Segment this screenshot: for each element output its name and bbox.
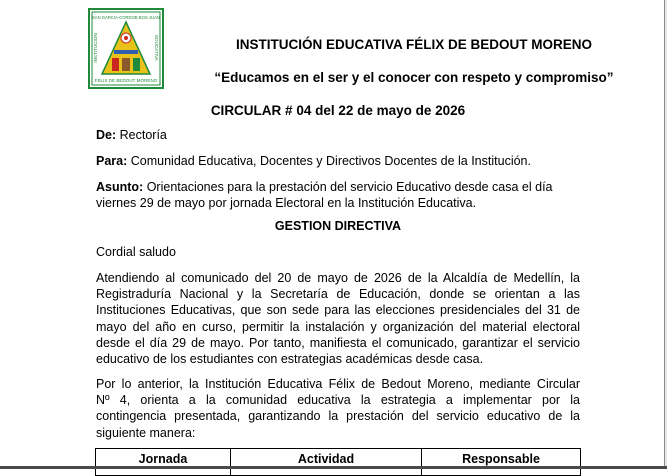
column-header-responsable: Responsable xyxy=(422,449,581,476)
institution-name: INSTITUCIÓN EDUCATIVA FÉLIX DE BEDOUT MORENO xyxy=(235,37,592,52)
logo-bottom-text: FÉLIX DE BEDOUT MORENO xyxy=(94,78,158,83)
paragraph-1-line: Registraduría Nacional y la Secretaría de Educación, donde se orientan a las xyxy=(96,287,580,302)
logo-top-text: SAN GARCIA-CORDOB BOS-JUAN xyxy=(92,15,160,20)
paragraph-1-line: Instituciones Educativas, que son sede para las elecciones presidenciales del 31 de xyxy=(96,303,580,318)
paragraph-2-line: contingencia presentada, garantizando la prestación del servicio educativo de la xyxy=(96,409,580,424)
schedule-table xyxy=(95,448,581,476)
paragraph-2 xyxy=(96,376,580,441)
school-crest-logo xyxy=(88,8,164,89)
to-value: Comunidad Educativa, Docentes y Directivos Docentes de la Institución. xyxy=(130,154,531,168)
subject-value-1: Orientaciones para la prestación del servicio Educativo desde casa el día xyxy=(146,180,553,194)
circular-title: CIRCULAR # 04 del 22 de mayo de 2026 xyxy=(210,103,466,118)
to-label: Para: xyxy=(96,154,128,168)
paragraph-1-line: desde el día 29 de mayo. Por tanto, manifiesta el comunicado, garantizar el servicio xyxy=(96,335,580,350)
section-title: GESTION DIRECTIVA xyxy=(274,219,402,233)
column-header-jornada: Jornada xyxy=(96,449,231,476)
paragraph-1-line: mayo del año en curso, permitir la instalación y organización del material electoral xyxy=(96,319,580,334)
from-value: Rectoría xyxy=(119,128,167,142)
greeting: Cordial saludo xyxy=(96,245,176,259)
logo-right-text: EDUCATIVA xyxy=(154,35,159,61)
paragraph-2-line: Por lo anterior, la Institución Educativa Félix de Bedout Moreno, mediante Circular xyxy=(96,377,580,391)
from-label: De: xyxy=(96,128,117,142)
paragraph-1 xyxy=(96,270,580,367)
subject-line-1 xyxy=(96,179,553,195)
from-line xyxy=(96,127,167,143)
table-header-row xyxy=(96,449,581,476)
subject-line-2: viernes 29 de mayo por jornada Electoral en la Institución Educativa. xyxy=(96,196,477,210)
paragraph-1-line: Atendiendo al comunicado del 20 de mayo de 2026 de la Alcaldía de Medellín, la xyxy=(96,271,580,285)
to-line xyxy=(96,153,531,169)
logo-left-text: INSTITUCION xyxy=(93,33,98,63)
column-header-actividad: Actividad xyxy=(231,449,422,476)
paragraph-2-line: Nº 4, orienta a la comunidad educativa la estrategia a implementar por la xyxy=(96,393,580,408)
subject-label: Asunto: xyxy=(96,180,144,194)
institution-motto: “Educamos en el ser y el conocer con respeto y compromiso” xyxy=(214,70,614,85)
paragraph-1-line: educativo de los estudiantes con estrategias académicas desde casa. xyxy=(96,352,484,367)
paragraph-2-line: siguiente manera: xyxy=(96,425,196,440)
